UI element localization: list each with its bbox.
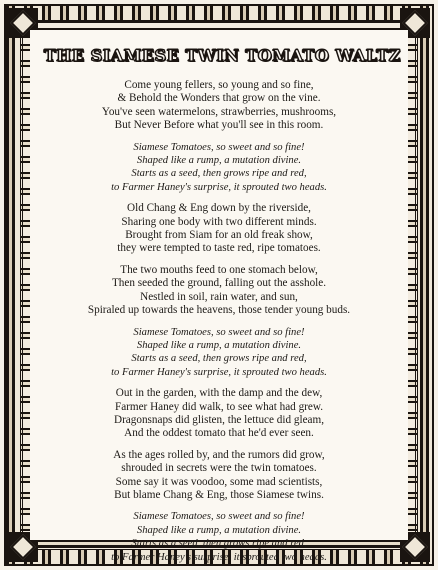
lyric-line: Sharing one body with two different minds. bbox=[121, 215, 317, 228]
verse-stanza bbox=[44, 387, 394, 441]
chorus-stanza bbox=[44, 510, 394, 564]
lyric-line: Shaped like a rump, a mutation divine. bbox=[136, 155, 302, 167]
lyric-line: Old Chang & Eng down by the riverside, bbox=[127, 202, 311, 215]
lyric-line: they were tempted to taste red, ripe tomatoes. bbox=[117, 242, 321, 255]
verse-stanza bbox=[44, 449, 394, 503]
lyric-line: Siamese Tomatoes, so sweet and so fine! bbox=[133, 511, 305, 523]
lyric-line: Some say it was voodoo, some mad scientists, bbox=[115, 475, 323, 488]
lyric-line: to Farmer Haney's surprise, it sprouted two heads. bbox=[111, 366, 327, 378]
lyric-line: Spiraled up towards the heavens, those tender young buds. bbox=[87, 304, 351, 317]
lyric-line: Shaped like a rump, a mutation divine. bbox=[136, 339, 302, 351]
lyric-line: The two mouths feed to one stomach below, bbox=[120, 263, 318, 276]
verse-stanza bbox=[44, 264, 394, 318]
lyric-line: But Never Before what you'll see in this room. bbox=[114, 119, 324, 132]
lyric-line: to Farmer Haney's surprise, it sprouted two heads. bbox=[111, 551, 327, 563]
lyric-line: Siamese Tomatoes, so sweet and so fine! bbox=[133, 326, 305, 338]
lyric-line: Shaped like a rump, a mutation divine. bbox=[136, 524, 302, 536]
song-title: THE SIAMESE TWIN TOMATO WALTZ bbox=[44, 46, 401, 65]
lyric-line: Nestled in soil, rain water, and sun, bbox=[140, 290, 298, 303]
lyric-line: Dragonsnaps did glisten, the lettuce did gleam, bbox=[113, 413, 325, 426]
lyric-line: Siamese Tomatoes, so sweet and so fine! bbox=[133, 141, 305, 153]
lyric-line: Starts as a seed, then grows ripe and red, bbox=[131, 538, 307, 550]
lyric-line: Brought from Siam for an old freak show, bbox=[125, 229, 313, 242]
lyric-line: to Farmer Haney's surprise, it sprouted two heads. bbox=[111, 181, 327, 193]
verse-stanza bbox=[44, 202, 394, 256]
lyric-line: Starts as a seed, then grows ripe and red, bbox=[131, 168, 307, 180]
lyrics-panel bbox=[30, 30, 408, 563]
lyric-line: But blame Chang & Eng, those Siamese twins. bbox=[114, 488, 324, 501]
verse-stanza bbox=[44, 79, 394, 133]
lyric-line: Farmer Haney did walk, to see what had grew. bbox=[114, 400, 324, 413]
lyric-line: And the oddest tomato that he'd ever seen. bbox=[124, 427, 314, 440]
chorus-stanza bbox=[44, 326, 394, 380]
lyric-line: Then seeded the ground, falling out the asshole. bbox=[111, 277, 327, 290]
lyric-line: Starts as a seed, then grows ripe and red, bbox=[131, 353, 307, 365]
lyric-line: Come young fellers, so young and so fine, bbox=[124, 79, 314, 91]
stanza-list bbox=[44, 79, 394, 564]
chorus-stanza bbox=[44, 141, 394, 195]
lyric-line: shrouded in secrets were the twin tomatoes. bbox=[121, 462, 317, 475]
lyric-line: As the ages rolled by, and the rumors did grow, bbox=[113, 448, 325, 461]
lyric-line: Out in the garden, with the damp and the dew, bbox=[115, 387, 323, 400]
lyric-line: & Behold the Wonders that grow on the vine. bbox=[117, 92, 321, 105]
lyric-line: You've seen watermelons, strawberries, mushrooms, bbox=[101, 105, 337, 118]
